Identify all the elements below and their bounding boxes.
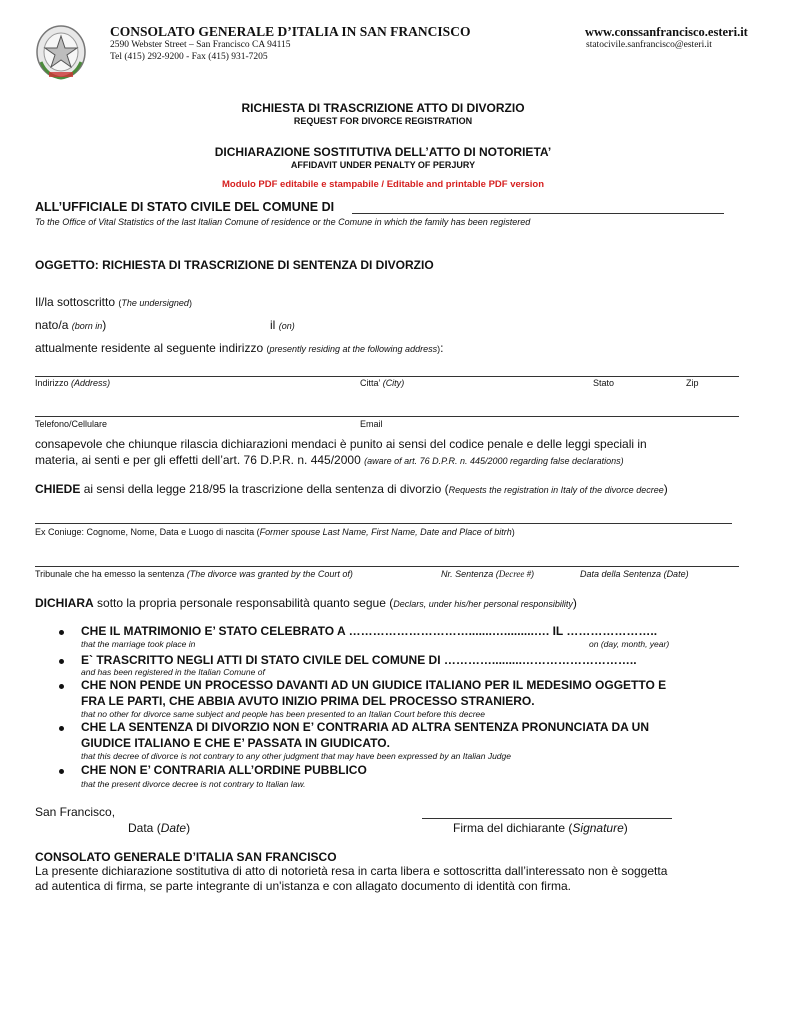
editable-pdf-note: Modulo PDF editabile e stampabile / Editable and printable PDF version: [222, 179, 544, 190]
former-spouse-label: Ex Coniuge: Cognome, Nome, Data e Luogo di nascita (Former spouse Last Name, First Name, Date and Place of bitrh): [35, 527, 515, 537]
consulate-phone-fax: Tel (415) 292-9200 - Fax (415) 931-7205: [110, 52, 268, 62]
signature-label: Firma del dichiarante (Signature): [453, 821, 628, 835]
not-contrary-judgment-note: that this decree of divorce is not contrary to any other judgment that may have been expressed by an Italian Judge: [81, 751, 511, 761]
signature-place: San Francisco,: [35, 805, 116, 819]
footer-line-1: La presente dichiarazione sostitutiva di atto di notorietà resa in carta libera e sottoscritta dall’interessato non è soggetta: [35, 864, 668, 878]
awareness-line-2: materia, ai senti e per gli effetti dell’art. 76 D.P.R. n. 445/2000 (aware of art. 76 D.P.R. n. 445/2000 regarding false declarations): [35, 453, 624, 467]
awareness-line-1: consapevole che chiunque rilascia dichiarazioni mendaci è punito ai sensi del codice penale e delle leggi speciali in: [35, 437, 647, 451]
recipient-comune-field[interactable]: [352, 213, 724, 214]
consulate-email-link[interactable]: statocivile.sanfrancisco@esteri.it: [586, 40, 712, 50]
registration-comune-statement: E` TRASCRITTO NEGLI ATTI DI STATO CIVILE DEL COMUNE DI ………….........………………………..: [81, 653, 637, 667]
address-label: Indirizzo (Address): [35, 378, 111, 388]
public-order-note: that the present divorce decree is not contrary to Italian law.: [81, 779, 306, 789]
residing-label: attualmente residente al seguente indirizzo (presently residing at the following address):: [35, 341, 444, 355]
no-pending-process-line-2: FRA LE PARTI, CHE ABBIA AVUTO INIZIO PRIMA DEL PROCESSO STRANIERO.: [81, 694, 535, 708]
footer-line-2: ad autentica di firma, se parte integrante di un'istanza e con allagato documento di identità con firma.: [35, 879, 571, 893]
not-contrary-judgment-line-2: GIUDICE ITALIANO E CHE E’ PASSATA IN GIUDICATO.: [81, 736, 390, 750]
former-spouse-field[interactable]: [35, 523, 732, 524]
decree-number-label: Nr. Sentenza (Decree #): [441, 569, 535, 579]
signature-date-label: Data (Date): [128, 821, 191, 835]
marriage-place-statement: CHE IL MATRIMONIO E’ STATO CELEBRATO A ………………………….......….........…. IL …………………..: [81, 624, 658, 638]
marriage-date-note: on (day, month, year): [589, 639, 670, 649]
email-label: Email: [360, 419, 383, 429]
court-decree-field[interactable]: [35, 566, 739, 567]
born-in-label: nato/a (born in): [35, 318, 107, 332]
footer-title: CONSOLATO GENERALE D’ITALIA SAN FRANCISCO: [35, 850, 337, 864]
public-order-statement: CHE NON E’ CONTRARIA ALL’ORDINE PUBBLICO: [81, 763, 367, 777]
consulate-website-link[interactable]: www.conssanfrancisco.esteri.it: [585, 25, 748, 39]
phone-label: Telefono/Cellulare: [35, 419, 108, 429]
recipient-label: ALL’UFFICIALE DI STATO CIVILE DEL COMUNE DI: [35, 200, 335, 214]
form-subtitle-english: AFFIDAVIT UNDER PENALTY OF PERJURY: [290, 160, 476, 170]
zip-label: Zip: [686, 378, 699, 388]
court-label: Tribunale che ha emesso la sentenza (The divorce was granted by the Court of): [35, 569, 353, 579]
undersigned-label: Il/la sottoscritto (The undersigned): [35, 295, 192, 309]
declaration-statement: DICHIARA sotto la propria personale responsabilità quanto segue (Declars, under his/her personal responsibility): [35, 596, 577, 610]
signature-field[interactable]: [422, 818, 672, 819]
consulate-name: CONSOLATO GENERALE D’ITALIA IN SAN FRANCISCO: [110, 24, 471, 39]
no-pending-process-line-1: CHE NON PENDE UN PROCESSO DAVANTI AD UN GIUDICE ITALIANO PER IL MEDESIMO OGGETTO E: [81, 678, 667, 692]
italian-republic-emblem-icon: [33, 22, 89, 82]
no-pending-process-note: that no other for divorce same subject and people has been presented to an Italian Court before this decree: [81, 709, 486, 719]
decree-date-label: Data della Sentenza (Date): [580, 569, 689, 579]
marriage-place-note: that the marriage took place in: [81, 639, 196, 649]
form-title-english: REQUEST FOR DIVORCE REGISTRATION: [293, 116, 473, 126]
bullet-icon: [59, 769, 64, 774]
form-title: RICHIESTA DI TRASCRIZIONE ATTO DI DIVORZIO: [241, 101, 525, 115]
registration-comune-note: and has been registered in the Italian Comune of: [81, 667, 265, 677]
form-subtitle: DICHIARAZIONE SOSTITUTIVA DELL’ATTO DI NOTORIETA’: [214, 145, 552, 159]
subject-heading: OGGETTO: RICHIESTA DI TRASCRIZIONE DI SENTENZA DI DIVORZIO: [35, 258, 434, 272]
city-label: Citta’ (City): [360, 378, 405, 388]
bullet-icon: [59, 726, 64, 731]
consulate-address: 2590 Webster Street – San Francisco CA 94115: [110, 40, 291, 50]
recipient-note: To the Office of Vital Statistics of the last Italian Comune of residence or the Comune in which the family has been registered: [35, 217, 531, 227]
phone-email-field[interactable]: [35, 416, 739, 417]
request-statement: CHIEDE ai sensi della legge 218/95 la trascrizione della sentenza di divorzio (Requests the registration in Italy of the divorce decree): [35, 482, 668, 496]
bullet-icon: [59, 659, 64, 664]
bullet-icon: [59, 630, 64, 635]
state-label: Stato: [593, 378, 615, 388]
address-field[interactable]: [35, 376, 739, 377]
not-contrary-judgment-line-1: CHE LA SENTENZA DI DIVORZIO NON E’ CONTRARIA AD ALTRA SENTENZA PRONUNCIATA DA UN: [81, 720, 649, 734]
bullet-icon: [59, 684, 64, 689]
birth-date-label: il (on): [270, 318, 295, 332]
